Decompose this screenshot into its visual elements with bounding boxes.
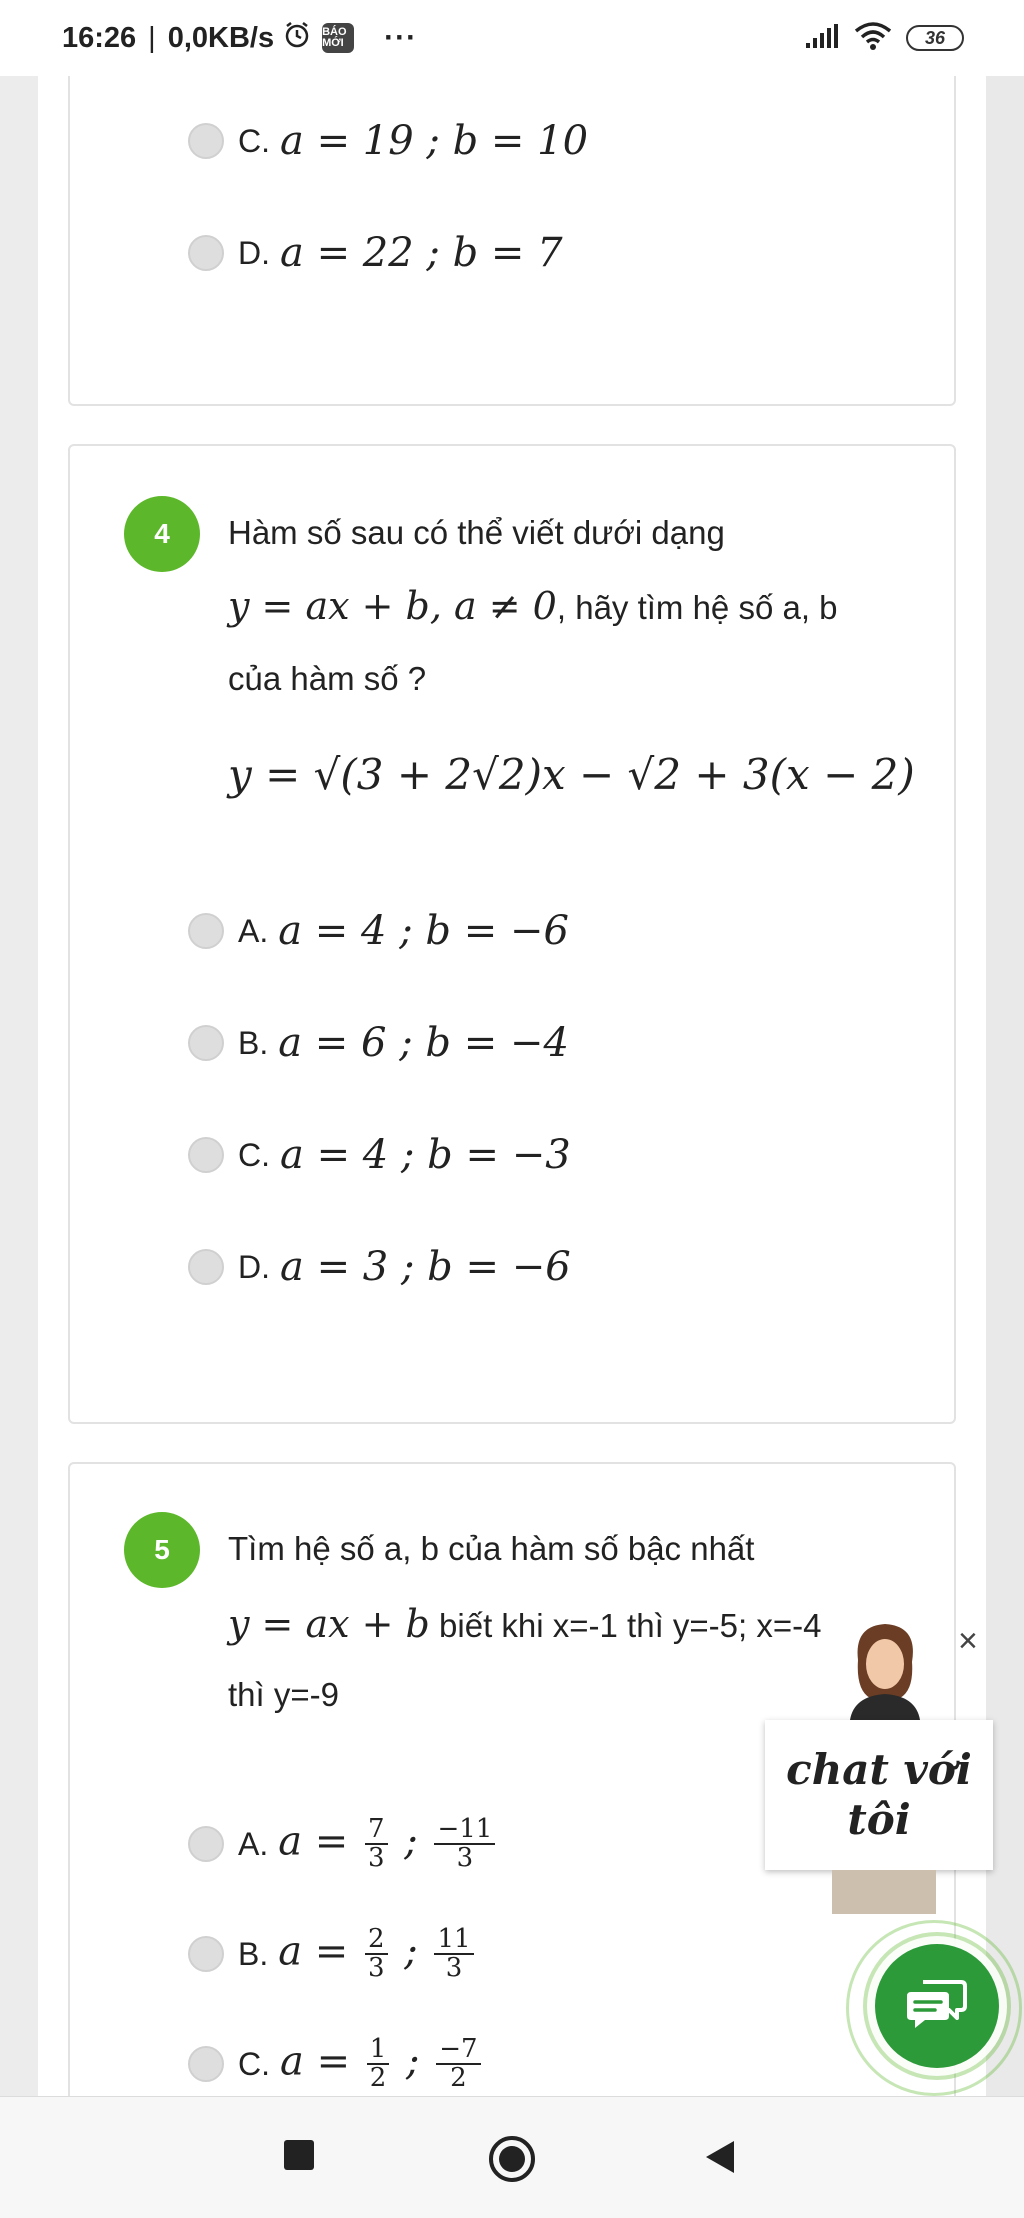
option-b[interactable] bbox=[188, 1926, 478, 1983]
status-bar bbox=[0, 0, 1024, 76]
signal-icon bbox=[804, 23, 840, 54]
back-icon[interactable] bbox=[704, 2139, 736, 2180]
chat-bubbles-icon bbox=[905, 1974, 969, 2039]
option-letter: A. bbox=[238, 1825, 269, 1862]
alarm-clock-icon bbox=[282, 19, 312, 57]
option-letter: C. bbox=[238, 1136, 270, 1173]
chat-avatar-body bbox=[832, 1870, 936, 1914]
option-letter: B. bbox=[238, 1935, 269, 1972]
radio-button[interactable] bbox=[188, 913, 224, 949]
option-letter: D. bbox=[238, 234, 270, 271]
network-speed: 0,0KB/s bbox=[167, 21, 275, 54]
option-c[interactable] bbox=[188, 2036, 485, 2093]
chat-sign-line-2: tôi bbox=[847, 1795, 911, 1844]
question-text-line-3: của hàm số ? bbox=[228, 660, 427, 697]
question-text-line-1: Hàm số sau có thể viết dưới dạng bbox=[228, 514, 725, 551]
fraction-b: $\frac{-11}{3}$ bbox=[434, 1816, 495, 1873]
option-math: a = 6 ; b = −4 bbox=[278, 1020, 569, 1066]
fraction-a: $\frac{2}{3}$ bbox=[365, 1926, 388, 1983]
option-a[interactable] bbox=[188, 1816, 499, 1873]
fraction-b: $\frac{-7}{2}$ bbox=[436, 2036, 480, 2093]
option-letter: C. bbox=[238, 2045, 270, 2082]
option-math: a = 4 ; b = −3 bbox=[280, 1132, 571, 1178]
option-c[interactable] bbox=[188, 118, 588, 164]
option-d[interactable] bbox=[188, 230, 563, 276]
question-equation: y = √(3 + 2√2)x − √2 + 3(x − 2) bbox=[228, 750, 915, 799]
radio-button[interactable] bbox=[188, 1936, 224, 1972]
recent-apps-icon[interactable] bbox=[283, 2139, 315, 2176]
fraction-a: $\frac{7}{3}$ bbox=[365, 1816, 388, 1873]
option-math: a = 3 ; b = −6 bbox=[280, 1244, 571, 1290]
radio-button[interactable] bbox=[188, 235, 224, 271]
question-number-badge: 5 bbox=[124, 1512, 200, 1588]
chat-avatar-person[interactable] bbox=[840, 1620, 930, 1720]
wifi-icon bbox=[854, 21, 892, 56]
question-text-line-1: Tìm hệ số a, b của hàm số bậc nhất bbox=[228, 1530, 755, 1567]
chat-sign-line-1: chat với bbox=[786, 1744, 972, 1794]
option-d[interactable] bbox=[188, 1244, 571, 1290]
radio-button[interactable] bbox=[188, 2046, 224, 2082]
status-separator: | bbox=[148, 21, 156, 54]
system-nav-bar bbox=[0, 2096, 1024, 2218]
more-notifications: ··· bbox=[384, 21, 418, 54]
home-icon[interactable] bbox=[488, 2135, 536, 2188]
option-math: a = 22 ; b = 7 bbox=[280, 230, 563, 276]
fraction-a: $\frac{1}{2}$ bbox=[367, 2036, 390, 2093]
radio-button[interactable] bbox=[188, 1826, 224, 1862]
radio-button[interactable] bbox=[188, 1025, 224, 1061]
question-number-badge: 4 bbox=[124, 496, 200, 572]
option-a[interactable] bbox=[188, 908, 569, 954]
news-app-icon: BÁO MỚI bbox=[322, 23, 354, 53]
option-math: a = $\frac{1}{2}$ ; $\frac{-7}{2}$ bbox=[280, 2036, 485, 2093]
option-c[interactable] bbox=[188, 1132, 571, 1178]
option-letter: B. bbox=[238, 1024, 269, 1061]
radio-button[interactable] bbox=[188, 1137, 224, 1173]
option-math: a = 19 ; b = 10 bbox=[280, 118, 589, 164]
option-math: a = $\frac{2}{3}$ ; $\frac{11}{3}$ bbox=[278, 1926, 477, 1983]
question-text-line-2 bbox=[228, 584, 838, 628]
option-math: a = 4 ; b = −6 bbox=[278, 908, 569, 954]
option-letter: C. bbox=[238, 122, 270, 159]
radio-button[interactable] bbox=[188, 1249, 224, 1285]
status-time: 16:26 bbox=[62, 21, 137, 54]
inline-math: y = ax + b bbox=[228, 1602, 430, 1646]
chat-close-button[interactable]: × bbox=[958, 1622, 978, 1660]
question-text-fragment: , hãy tìm hệ số a, b bbox=[556, 589, 838, 626]
radio-button[interactable] bbox=[188, 123, 224, 159]
question-card-4 bbox=[68, 444, 956, 1424]
option-math: a = $\frac{7}{3}$ ; $\frac{-11}{3}$ bbox=[278, 1816, 499, 1873]
chat-sign[interactable] bbox=[765, 1720, 993, 1870]
question-text-line-3: thì y=-9 bbox=[228, 1676, 339, 1713]
option-letter: A. bbox=[238, 912, 269, 949]
option-b[interactable] bbox=[188, 1020, 569, 1066]
question-card-3 bbox=[68, 40, 956, 406]
battery-indicator: 36 bbox=[906, 25, 964, 51]
option-letter: D. bbox=[238, 1248, 270, 1285]
fraction-b: $\frac{11}{3}$ bbox=[434, 1926, 473, 1983]
chat-open-button[interactable] bbox=[875, 1944, 999, 2068]
inline-math: y = ax + b, a ≠ 0 bbox=[228, 584, 557, 628]
question-text-line-2 bbox=[228, 1602, 821, 1646]
question-text-fragment: biết khi x=-1 thì y=-5; x=-4 bbox=[429, 1607, 822, 1644]
